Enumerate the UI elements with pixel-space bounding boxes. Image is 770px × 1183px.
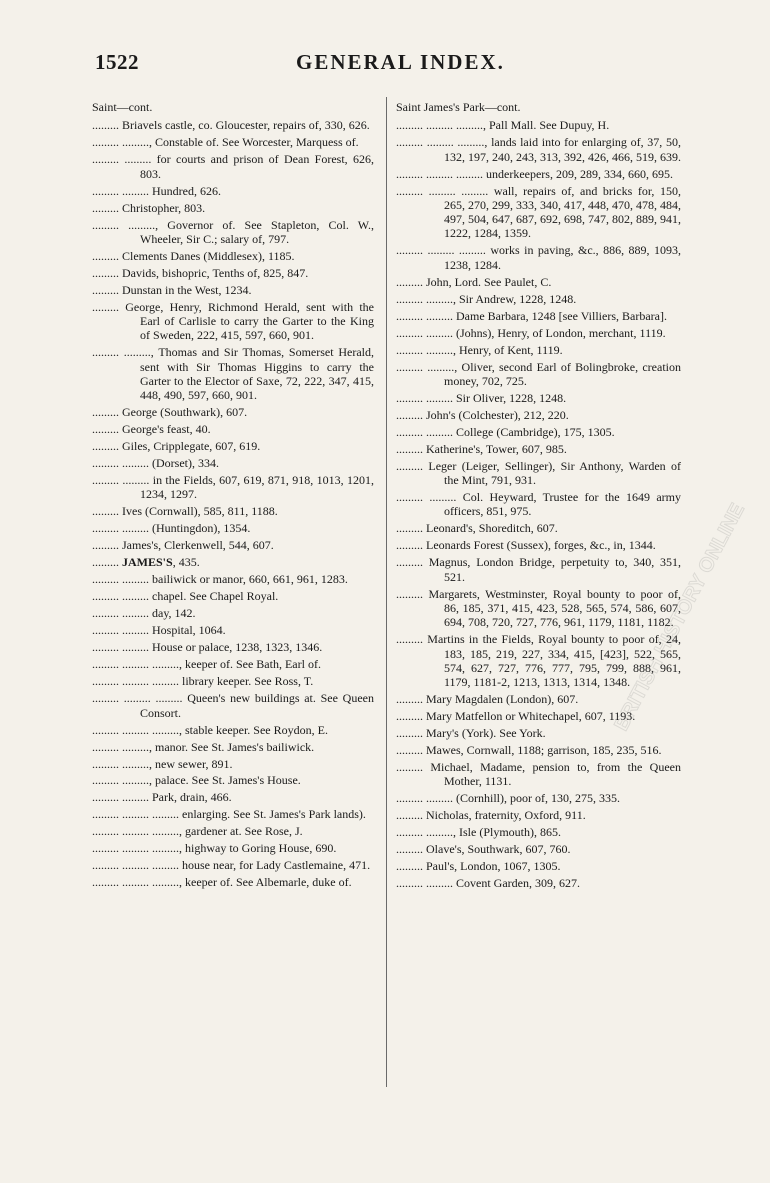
index-entry: [92, 521, 374, 535]
index-entry: [92, 422, 374, 436]
index-entry: [92, 538, 374, 552]
index-entry: [396, 343, 681, 357]
index-entry-text: ......... Leonard's, Shoreditch, 607.: [396, 521, 558, 536]
index-entry: [92, 757, 374, 771]
index-continuation-heading: [396, 100, 681, 114]
index-entry: [396, 442, 681, 456]
index-entry-text: ......... ......... ......... wall, repairs of, and bricks for, 150, 265, 270, 299, 333, 340, 417, 448, 470, 478, 484, 497, 504, 647, 687, 692, 698, 747, 802, 889, 941, 1222, 1284, 1359.: [396, 183, 681, 241]
index-entry-text: ......... ......... in the Fields, 607, 619, 871, 918, 1013, 1201, 1234, 1297.: [92, 473, 374, 502]
index-entry: [92, 858, 374, 872]
index-entry: [92, 135, 374, 149]
index-entry: [396, 326, 681, 340]
index-entry-text: ......... Dunstan in the West, 1234.: [92, 282, 252, 297]
running-title: GENERAL INDEX.: [296, 50, 505, 74]
index-entry: [92, 589, 374, 603]
index-entry: [396, 791, 681, 805]
index-entry-text: ......... ......... for courts and prison of Dean Forest, 626, 803.: [92, 152, 374, 181]
index-entry: [92, 555, 374, 569]
index-entry-text: ......... ........., Isle (Plymouth), 865.: [396, 825, 561, 840]
index-entry-text: ......... ......... Hospital, 1064.: [92, 623, 226, 638]
index-entry-text: ......... ......... Park, drain, 466.: [92, 790, 232, 805]
index-entry: [92, 152, 374, 181]
index-entry: [396, 391, 681, 405]
index-entry-text: ......... George (Southwark), 607.: [92, 405, 248, 420]
index-entry-text: ......... Margarets, Westminster, Royal bounty to poor of, 86, 185, 371, 415, 423, 528, 565, 574, 586, 607, 694, 708, 720, 727, 776, 961, 1179, 1181, 1182.: [396, 586, 681, 630]
index-entry-text: ......... ........., Governor of. See Stapleton, Col. W., Wheeler, Sir C.; salary of, 797.: [92, 217, 374, 246]
page-header: [0, 46, 770, 76]
index-entry: [396, 292, 681, 306]
index-entry-text: ......... ......... College (Cambridge), 175, 1305.: [396, 424, 615, 439]
index-entry-text: ......... Olave's, Southwark, 607, 760.: [396, 842, 571, 857]
index-entry: [396, 408, 681, 422]
index-entry-text: ......... Paul's, London, 1067, 1305.: [396, 859, 561, 874]
index-entry-text: ......... ......... ......... enlarging. See St. James's Park lands).: [92, 807, 366, 822]
index-entry-text: ......... ......... Sir Oliver, 1228, 1248.: [396, 390, 567, 405]
index-entry-text: ......... ........., manor. See St. James's bailiwick.: [92, 739, 315, 754]
index-entry-text: ......... ......... ........., keeper of. See Bath, Earl of.: [92, 657, 321, 672]
index-entry-text: ......... ........., new sewer, 891.: [92, 756, 233, 771]
index-entry-text: ......... Christopher, 803.: [92, 200, 206, 215]
index-entry: [92, 674, 374, 688]
index-entry: [396, 808, 681, 822]
index-entry-text: ......... ........., Thomas and Sir Thomas, Somerset Herald, sent with Sir Thomas Higgins to carry the Garter to the Elector of Saxe, 72, 222, 347, 415, 448, 490, 597, 660, 901.: [92, 345, 374, 403]
index-entry-text: ......... John's (Colchester), 212, 220.: [396, 407, 569, 422]
index-entry-text: ......... George, Henry, Richmond Herald, sent with the Earl of Carlisle to carry the Garter to the King of Sweden, 222, 415, 597, 660, 901.: [92, 299, 374, 343]
index-entry: [92, 657, 374, 671]
index-entry: [92, 456, 374, 470]
index-entry: [92, 790, 374, 804]
index-entry-text: ......... George's feast, 40.: [92, 422, 211, 437]
index-entry: [396, 167, 681, 181]
index-entry: [92, 623, 374, 637]
right-column: [396, 100, 681, 893]
index-entry: [396, 587, 681, 630]
index-entry-text: ......... ......... chapel. See Chapel Royal.: [92, 589, 279, 604]
index-entry-text: ......... Martins in the Fields, Royal bounty to poor of, 24, 183, 185, 219, 227, 334, 415, [423], 522, 565, 574, 627, 727, 776, 777, 795, 799, 888, 961, 1179, 1181-2, 1213, 1313, 1314, 1348.: [396, 632, 681, 690]
index-entry: [396, 184, 681, 241]
index-entry: [92, 184, 374, 198]
index-entry-text: ......... ......... ........., highway to Goring House, 690.: [92, 841, 337, 856]
page-number: 1522: [95, 50, 139, 74]
index-entry-text: ......... Mary's (York). See York.: [396, 726, 546, 741]
index-entry: [396, 555, 681, 584]
index-entry: [396, 632, 681, 689]
index-entry: [92, 118, 374, 132]
index-entry-text: ......... Katherine's, Tower, 607, 985.: [396, 441, 567, 456]
index-entry-text: ......... ......... (Huntingdon), 1354.: [92, 521, 251, 536]
index-entry-text: ......... ......... ........., gardener at. See Rose, J.: [92, 824, 303, 839]
index-entry: [396, 538, 681, 552]
index-entry: [92, 504, 374, 518]
index-entry: [396, 135, 681, 164]
index-entry: [92, 201, 374, 215]
index-entry: [396, 275, 681, 289]
index-entry-text: Saint—cont.: [92, 100, 153, 114]
index-entry: [92, 640, 374, 654]
index-entry: [92, 824, 374, 838]
index-entry-text: ......... ........., Henry, of Kent, 1119.: [396, 342, 563, 357]
index-entry: [396, 118, 681, 132]
index-entry: [92, 345, 374, 402]
index-entry: [92, 773, 374, 787]
index-entry-text: ......... ......... ........., keeper of. See Albemarle, duke of.: [92, 875, 352, 890]
index-entry-text: ......... ......... ......... house near, for Lady Castlemaine, 471.: [92, 858, 371, 873]
index-entry: [396, 459, 681, 488]
index-entry: [92, 218, 374, 247]
index-entry: [396, 709, 681, 723]
index-entry-text: ......... ......... Covent Garden, 309, 627.: [396, 876, 580, 891]
index-entry: [396, 743, 681, 757]
index-entry: [92, 740, 374, 754]
index-entry: [92, 283, 374, 297]
index-entry-text: ......... ........., Constable of. See Worcester, Marquess of.: [92, 135, 359, 150]
index-entry: [92, 405, 374, 419]
index-entry-text: ......... ......... House or palace, 1238, 1323, 1346.: [92, 640, 323, 655]
index-entry-text: ......... ........., palace. See St. James's House.: [92, 773, 301, 788]
index-entry: [92, 572, 374, 586]
index-entry-text: ......... ........., Sir Andrew, 1228, 1248.: [396, 291, 577, 306]
index-entry: [396, 726, 681, 740]
index-entry: [92, 266, 374, 280]
index-entry-text: ......... ......... ......... works in paving, &c., 886, 889, 1093, 1238, 1284.: [396, 243, 681, 272]
index-entry-text: ......... ......... ......... library keeper. See Ross, T.: [92, 674, 314, 689]
index-entry-text: ......... Giles, Cripplegate, 607, 619.: [92, 439, 261, 454]
index-entry-text: ......... Davids, bishopric, Tenths of, 825, 847.: [92, 265, 309, 280]
index-entry: [92, 723, 374, 737]
index-entry-text: ......... ......... (Cornhill), poor of, 130, 275, 335.: [396, 791, 620, 806]
index-entry: [92, 875, 374, 889]
index-entry: [92, 439, 374, 453]
index-entry: [92, 473, 374, 502]
index-entry-text: ......... ......... ......... Queen's new buildings at. See Queen Consort.: [92, 691, 374, 720]
index-entry-text: ......... Nicholas, fraternity, Oxford, 911.: [396, 808, 586, 823]
index-entry: [396, 521, 681, 535]
index-entry-text: ......... ......... ........., stable keeper. See Roydon, E.: [92, 722, 328, 737]
index-entry-text: ......... Clements Danes (Middlesex), 1185.: [92, 248, 295, 263]
index-entry-text: ......... Leonards Forest (Sussex), forges, &c., in, 1344.: [396, 538, 656, 553]
index-entry: [396, 825, 681, 839]
index-entry: [396, 859, 681, 873]
index-entry: [396, 360, 681, 389]
index-entry-text: ......... ......... Col. Heyward, Trustee for the 1649 army officers, 851, 975.: [396, 490, 681, 519]
index-entry-text: ......... ......... ........., lands laid into for enlarging of, 37, 50, 132, 197, 240, 243, 313, 392, 426, 466, 519, 639.: [396, 135, 681, 164]
index-entry-text: ......... John, Lord. See Paulet, C.: [396, 274, 552, 289]
index-entry: [396, 490, 681, 519]
index-entry-text: ......... James's, Clerkenwell, 544, 607.: [92, 538, 274, 553]
index-entry: [92, 807, 374, 821]
index-entry-text: ......... JAMES'S, 435.: [92, 555, 200, 570]
index-entry-text: ......... ........., Oliver, second Earl of Bolingbroke, creation money, 702, 725.: [396, 359, 681, 388]
index-entry-text: ......... ......... ......... underkeepers, 209, 289, 334, 660, 695.: [396, 166, 673, 181]
index-continuation-heading: [92, 100, 374, 114]
index-entry: [396, 876, 681, 890]
index-entry-text: ......... Mary Matfellon or Whitechapel, 607, 1193.: [396, 709, 636, 724]
index-entry: [396, 842, 681, 856]
index-entry: [396, 760, 681, 789]
index-entry-text: ......... Mary Magdalen (London), 607.: [396, 692, 579, 707]
index-entry-text: ......... ......... Dame Barbara, 1248 [see Villiers, Barbara].: [396, 308, 667, 323]
index-entry-text: Saint James's Park—cont.: [396, 100, 521, 114]
index-entry-text: ......... ......... bailiwick or manor, 660, 661, 961, 1283.: [92, 572, 348, 587]
index-entry-text: ......... Magnus, London Bridge, perpetuity to, 340, 351, 521.: [396, 555, 681, 584]
index-entry: [92, 300, 374, 343]
index-entry-text: ......... ......... ........., Pall Mall. See Dupuy, H.: [396, 118, 610, 133]
index-entry: [92, 841, 374, 855]
left-column: [92, 100, 374, 892]
index-entry: [396, 425, 681, 439]
index-entry-text: ......... Briavels castle, co. Gloucester, repairs of, 330, 626.: [92, 118, 370, 133]
index-entry-text: ......... ......... Hundred, 626.: [92, 183, 221, 198]
index-entry: [92, 691, 374, 720]
index-entry-text: ......... ......... (Dorset), 334.: [92, 456, 219, 471]
index-entry-text: ......... Michael, Madame, pension to, from the Queen Mother, 1131.: [396, 760, 681, 789]
index-entry-text: ......... Ives (Cornwall), 585, 811, 1188.: [92, 504, 278, 519]
index-entry-text: ......... ......... day, 142.: [92, 606, 196, 621]
index-entry: [396, 309, 681, 323]
index-entry-text: ......... Mawes, Cornwall, 1188; garrison, 185, 235, 516.: [396, 743, 662, 758]
index-entry: [396, 692, 681, 706]
index-entry-text: ......... Leger (Leiger, Sellinger), Sir Anthony, Warden of the Mint, 791, 931.: [396, 458, 681, 488]
stamp-text: BRITISH HISTORY ONLINE: [610, 499, 750, 735]
column-divider: [386, 97, 387, 1087]
index-entry-text: ......... ......... (Johns), Henry, of London, merchant, 1119.: [396, 325, 666, 340]
index-entry: [92, 606, 374, 620]
index-entry: [396, 243, 681, 272]
index-entry: [92, 249, 374, 263]
